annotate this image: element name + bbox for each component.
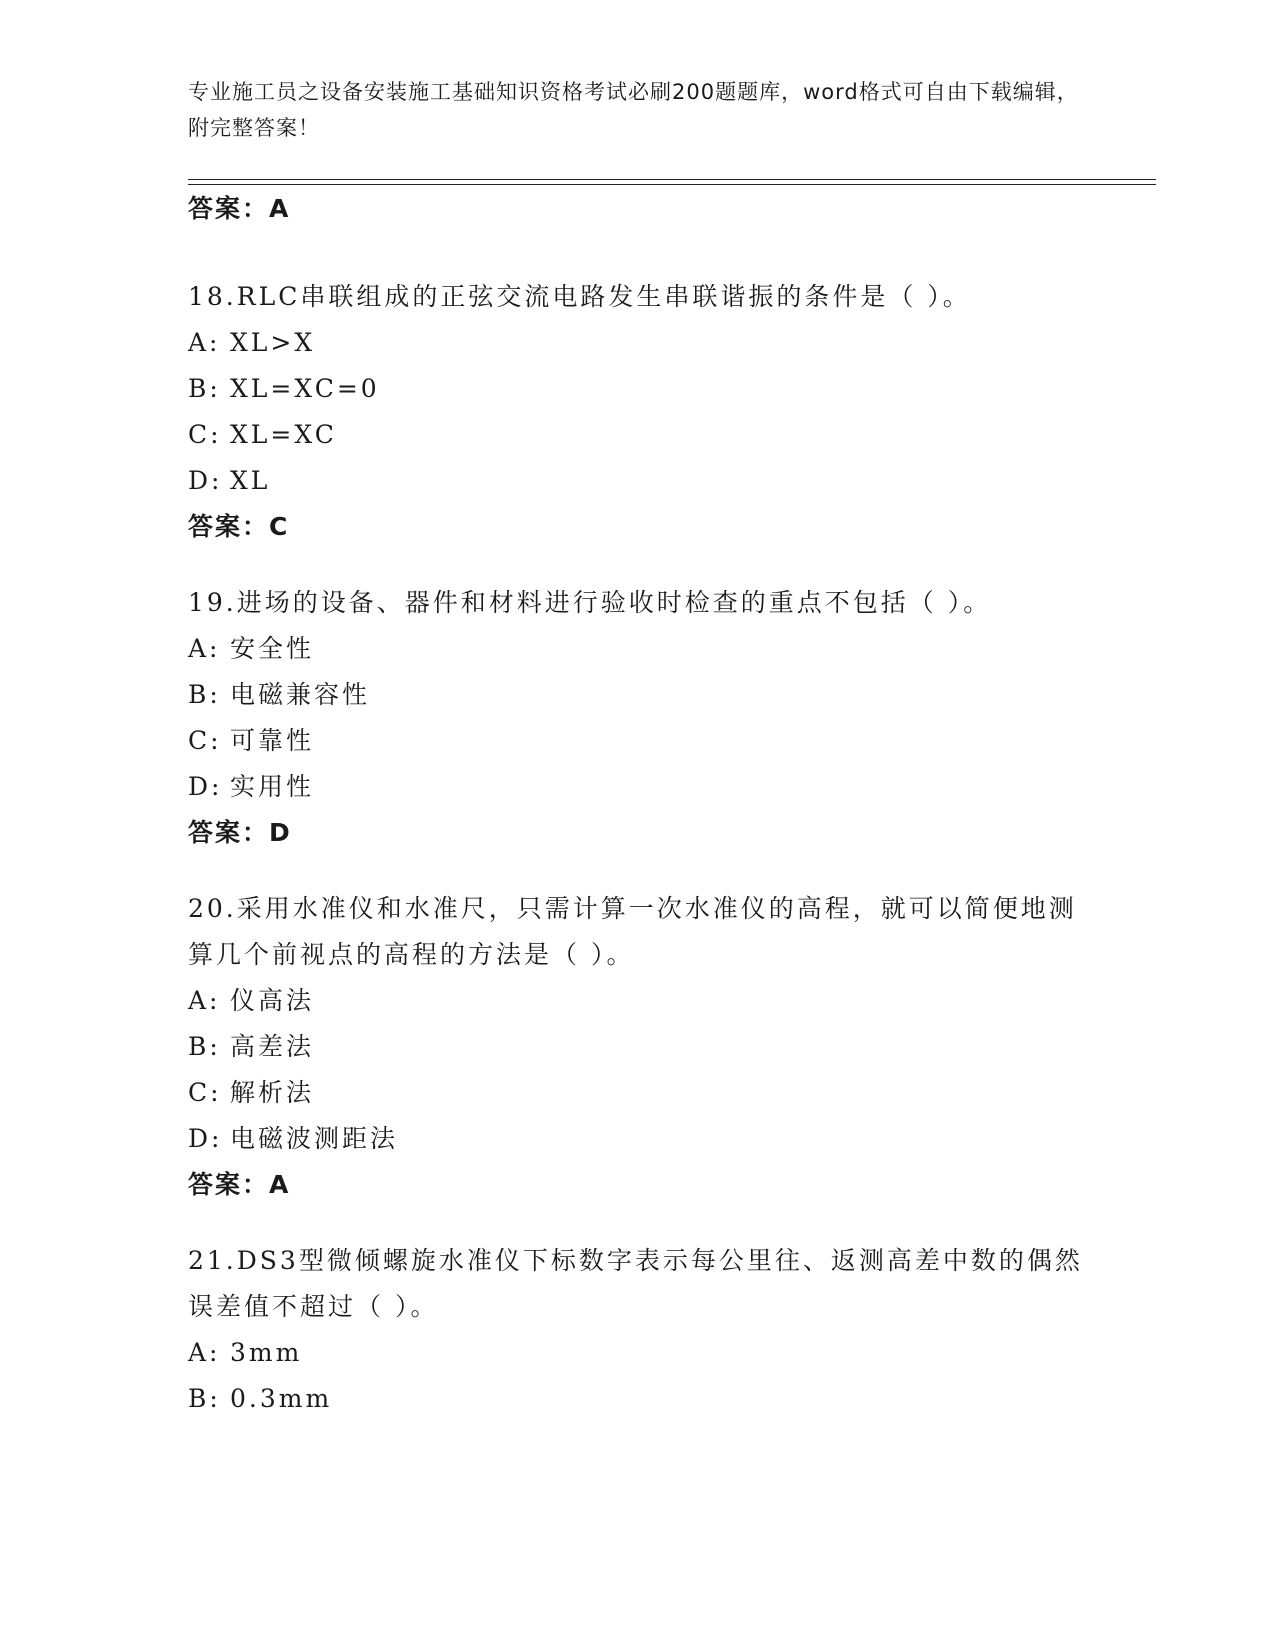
option-text: 电磁波测距法 — [230, 1124, 399, 1153]
option-letter: C: — [188, 1078, 222, 1107]
option-text: 3mm — [230, 1338, 303, 1367]
option-d — [188, 764, 1088, 810]
answer-line — [188, 1162, 1088, 1208]
answer-label: 答案： — [188, 194, 270, 223]
option-a — [188, 978, 1088, 1024]
option-letter: D: — [188, 466, 223, 495]
option-text: XL=XC=0 — [230, 374, 380, 403]
question-text — [188, 580, 1088, 626]
answer-label: 答案： — [188, 818, 270, 847]
document-header — [188, 74, 1088, 146]
question-body: 采用水准仪和水准尺，只需计算一次水准仪的高程，就可以简便地测算几个前视点的高程的方法是（ ）。 — [188, 894, 1077, 969]
answer-value: C — [269, 512, 290, 541]
option-text: XL=XC — [230, 420, 337, 449]
option-text: 解析法 — [230, 1078, 315, 1107]
header-divider-bottom — [188, 184, 1156, 185]
option-letter: D: — [188, 772, 223, 801]
option-text: 高差法 — [230, 1032, 315, 1061]
option-letter: A: — [188, 634, 221, 663]
question-18 — [188, 274, 1088, 550]
answer-value: D — [269, 818, 292, 847]
answer-label: 答案： — [188, 512, 270, 541]
question-body: DS3型微倾螺旋水准仪下标数字表示每公里往、返测高差中数的偶然误差值不超过（ ）。 — [188, 1246, 1083, 1321]
option-text: 电磁兼容性 — [230, 680, 371, 709]
option-text: XL — [230, 466, 271, 495]
question-number: 18. — [188, 282, 237, 311]
question-body: RLC串联组成的正弦交流电路发生串联谐振的条件是（ ）。 — [236, 282, 971, 311]
option-letter: C: — [188, 420, 222, 449]
option-c — [188, 1070, 1088, 1116]
option-text: 仪高法 — [230, 986, 315, 1015]
option-c — [188, 718, 1088, 764]
header-divider-top — [188, 179, 1156, 180]
previous-answer — [188, 186, 1088, 232]
answer-line — [188, 810, 1088, 856]
answer-value: A — [269, 1170, 291, 1199]
question-text — [188, 1238, 1088, 1330]
question-text — [188, 274, 1088, 320]
option-a — [188, 626, 1088, 672]
question-number: 20. — [188, 894, 237, 923]
answer-label: 答案： — [188, 1170, 270, 1199]
option-a — [188, 320, 1088, 366]
option-letter: A: — [188, 328, 221, 357]
option-letter: D: — [188, 1124, 223, 1153]
option-text: XL>X — [230, 328, 316, 357]
option-c — [188, 412, 1088, 458]
question-body: 进场的设备、器件和材料进行验收时检查的重点不包括（ ）。 — [236, 588, 992, 617]
option-letter: A: — [188, 1338, 221, 1367]
header-text: 专业施工员之设备安装施工基础知识资格考试必刷200题题库，word格式可自由下载编辑，附完整答案！ — [188, 80, 1079, 140]
answer-line — [188, 186, 1088, 232]
option-letter: B: — [188, 680, 221, 709]
question-19 — [188, 580, 1088, 856]
question-number: 19. — [188, 588, 237, 617]
option-letter: A: — [188, 986, 221, 1015]
option-a — [188, 1330, 1088, 1376]
option-d — [188, 1116, 1088, 1162]
option-text: 0.3mm — [230, 1384, 333, 1413]
option-text: 实用性 — [230, 772, 315, 801]
option-letter: B: — [188, 1032, 221, 1061]
option-b — [188, 1024, 1088, 1070]
question-number: 21. — [188, 1246, 237, 1275]
option-letter: C: — [188, 726, 222, 755]
answer-line — [188, 504, 1088, 550]
option-d — [188, 458, 1088, 504]
question-text — [188, 886, 1088, 978]
option-letter: B: — [188, 1384, 221, 1413]
question-20 — [188, 886, 1088, 1208]
option-b — [188, 672, 1088, 718]
option-b — [188, 1376, 1088, 1422]
option-b — [188, 366, 1088, 412]
question-21 — [188, 1238, 1088, 1422]
option-letter: B: — [188, 374, 221, 403]
option-text: 可靠性 — [230, 726, 315, 755]
answer-value: A — [269, 194, 291, 223]
option-text: 安全性 — [230, 634, 315, 663]
